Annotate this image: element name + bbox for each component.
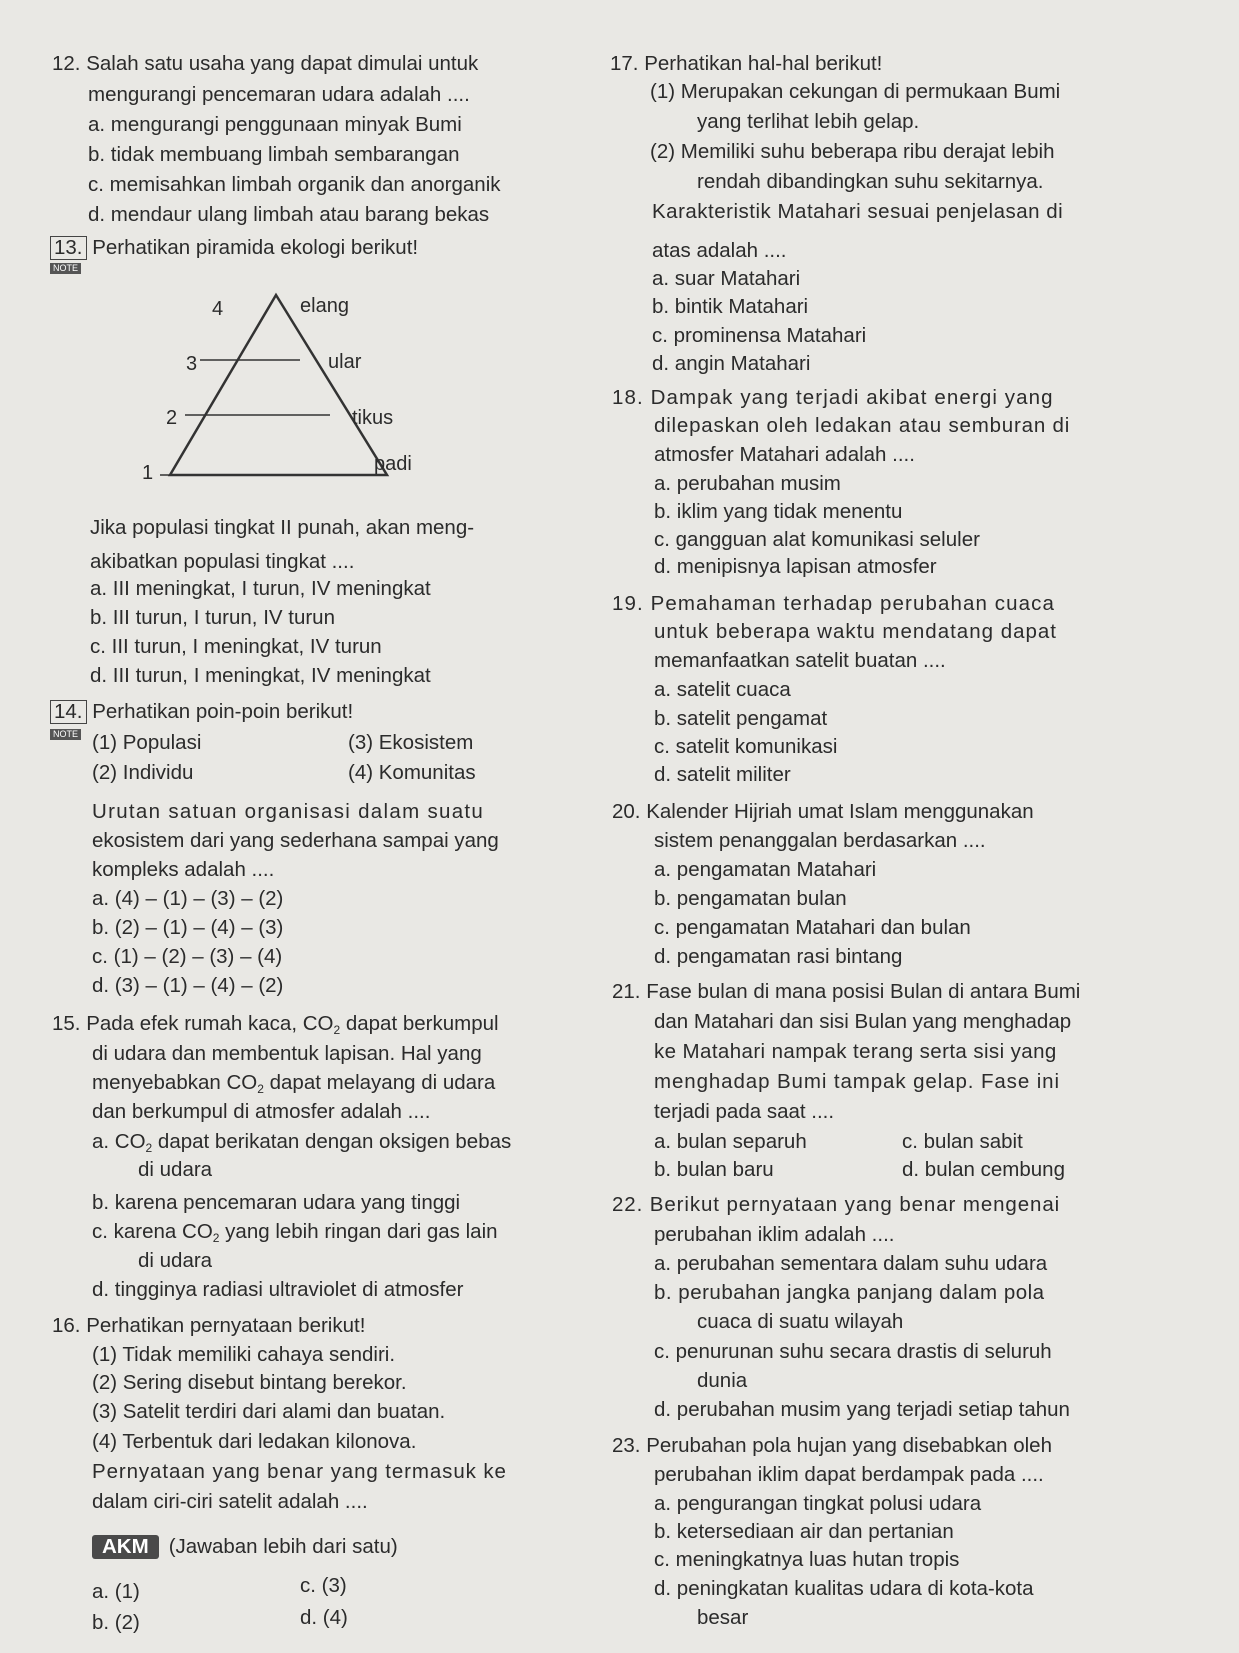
q13-text-line2: akibatkan populasi tingkat .... xyxy=(90,550,355,573)
q18-stem-line3: atmosfer Matahari adalah .... xyxy=(654,443,915,466)
q13-number-box: 13. xyxy=(50,236,87,260)
q12-option-b: b. tidak membuang limbah sembarangan xyxy=(88,143,460,166)
q22-stem-line1: 22. Berikut pernyataan yang benar mengenai xyxy=(612,1193,1061,1216)
q15-stem-line3: menyebabkan $CO_2$ dapat melayang di udara xyxy=(92,1071,496,1096)
q23-stem-line2: perubahan iklim dapat berdampak pada .... xyxy=(654,1463,1044,1486)
q14-notes-tag: NOTE xyxy=(50,729,81,740)
q16-item-3: (3) Satelit terdiri dari alami dan buatan. xyxy=(92,1400,446,1423)
q13-notes-tag: NOTE xyxy=(50,263,81,274)
q17-item-2: (2) Memiliki suhu beberapa ribu derajat lebih xyxy=(650,140,1055,163)
q14-option-b: b. (2) – (1) – (4) – (3) xyxy=(92,916,284,939)
q23-option-b: b. ketersediaan air dan pertanian xyxy=(654,1520,954,1543)
q16-option-a: a. (1) xyxy=(92,1580,140,1603)
q14-number-box: 14. xyxy=(50,700,87,724)
q16-item-2: (2) Sering disebut bintang berekor. xyxy=(92,1371,407,1394)
akm-note: (Jawaban lebih dari satu) xyxy=(168,1535,398,1558)
q16-option-d: d. (4) xyxy=(300,1606,348,1629)
q23-option-a: a. pengurangan tingkat polusi udara xyxy=(654,1492,982,1515)
q17-option-c: c. prominensa Matahari xyxy=(652,324,867,347)
q14-stem-text: Perhatikan poin-poin berikut! xyxy=(92,700,354,723)
q15-option-a: a. $CO_2$ dapat berikatan dengan oksigen bebas xyxy=(92,1130,512,1155)
q22-stem-line2: perubahan iklim adalah .... xyxy=(654,1223,895,1246)
q18-option-b: b. iklim yang tidak menentu xyxy=(654,500,903,523)
q16-option-c: c. (3) xyxy=(300,1574,347,1597)
pyramid-level-1: 1 xyxy=(142,462,154,484)
q21-option-d: d. bulan cembung xyxy=(902,1158,1065,1181)
q13-option-a: a. III meningkat, I turun, IV meningkat xyxy=(90,577,431,600)
q22-option-c: c. penurunan suhu secara drastis di seluruh xyxy=(654,1340,1052,1363)
q16-text-line2: dalam ciri-ciri satelit adalah .... xyxy=(92,1490,368,1513)
q21-stem-line4: menghadap Bumi tampak gelap. Fase ini xyxy=(654,1070,1060,1093)
q15-option-b: b. karena pencemaran udara yang tinggi xyxy=(92,1191,461,1214)
q15-stem-line1: 15. Pada efek rumah kaca, $CO_2$ dapat berkumpul xyxy=(52,1012,499,1037)
q16-text-line1: Pernyataan yang benar yang termasuk ke xyxy=(92,1460,507,1483)
q19-option-c: c. satelit komunikasi xyxy=(654,735,838,758)
pyramid-level-2: 2 xyxy=(166,407,178,429)
q12-stem-line2: mengurangi pencemaran udara adalah .... xyxy=(88,83,470,106)
q21-stem-line1: 21. Fase bulan di mana posisi Bulan di antara Bumi xyxy=(612,980,1081,1003)
q20-option-d: d. pengamatan rasi bintang xyxy=(654,945,903,968)
q15-stem-line4: dan berkumpul di atmosfer adalah .... xyxy=(92,1100,431,1123)
q16-option-b: b. (2) xyxy=(92,1611,140,1634)
q14-point-1: (1) Populasi xyxy=(92,731,202,754)
pyramid-level-3: 3 xyxy=(186,353,198,375)
q20-option-a: a. pengamatan Matahari xyxy=(654,858,877,881)
q22-option-a: a. perubahan sementara dalam suhu udara xyxy=(654,1252,1048,1275)
q17-item-2-cont: rendah dibandingkan suhu sekitarnya. xyxy=(697,170,1044,193)
q13-option-d: d. III turun, I meningkat, IV meningkat xyxy=(90,664,431,687)
q21-stem-line5: terjadi pada saat .... xyxy=(654,1100,835,1123)
q12-option-d: d. mendaur ulang limbah atau barang bekas xyxy=(88,203,490,226)
q14-option-d: d. (3) – (1) – (4) – (2) xyxy=(92,974,284,997)
q14-option-a: a. (4) – (1) – (3) – (2) xyxy=(92,887,284,910)
q21-option-b: b. bulan baru xyxy=(654,1158,774,1181)
q15-stem-line2: di udara dan membentuk lapisan. Hal yang xyxy=(92,1042,482,1065)
q16-stem: 16. Perhatikan pernyataan berikut! xyxy=(52,1314,366,1337)
q14-point-3: (3) Ekosistem xyxy=(348,731,474,754)
q17-item-1-cont: yang terlihat lebih gelap. xyxy=(697,110,920,133)
q16-item-1: (1) Tidak memiliki cahaya sendiri. xyxy=(92,1343,396,1366)
q18-stem-line1: 18. Dampak yang terjadi akibat energi yang xyxy=(612,386,1054,409)
q14-text-line3: kompleks adalah .... xyxy=(92,858,275,881)
q23-option-d-cont: besar xyxy=(697,1606,749,1629)
q22-option-b-cont: cuaca di suatu wilayah xyxy=(697,1310,904,1333)
q19-stem-line3: memanfaatkan satelit buatan .... xyxy=(654,649,946,672)
pyramid-label-elang: elang xyxy=(300,295,349,317)
q21-stem-line2: dan Matahari dan sisi Bulan yang menghadap xyxy=(654,1010,1072,1033)
q17-item-1: (1) Merupakan cekungan di permukaan Bumi xyxy=(650,80,1061,103)
q15-option-c: c. karena $CO_2$ yang lebih ringan dari gas lain xyxy=(92,1220,498,1245)
q22-option-d: d. perubahan musim yang terjadi setiap tahun xyxy=(654,1398,1070,1421)
pyramid-level-4: 4 xyxy=(212,298,224,320)
q21-stem-line3: ke Matahari nampak terang serta sisi yang xyxy=(654,1040,1057,1063)
q17-stem: 17. Perhatikan hal-hal berikut! xyxy=(610,52,883,75)
pyramid-label-ular: ular xyxy=(328,351,362,373)
ecology-pyramid xyxy=(150,290,410,490)
q12-option-c: c. memisahkan limbah organik dan anorganik xyxy=(88,173,501,196)
q18-stem-line2: dilepaskan oleh ledakan atau semburan di xyxy=(654,414,1071,437)
q23-option-c: c. meningkatnya luas hutan tropis xyxy=(654,1548,960,1571)
q23-stem-line1: 23. Perubahan pola hujan yang disebabkan oleh xyxy=(612,1434,1052,1457)
q18-option-a: a. perubahan musim xyxy=(654,472,841,495)
q17-text-line2: atas adalah .... xyxy=(652,239,787,262)
q21-option-a: a. bulan separuh xyxy=(654,1130,807,1153)
q19-option-d: d. satelit militer xyxy=(654,763,791,786)
q12-option-a: a. mengurangi penggunaan minyak Bumi xyxy=(88,113,462,136)
q18-option-d: d. menipisnya lapisan atmosfer xyxy=(654,555,937,578)
q15-option-c-cont: di udara xyxy=(138,1249,213,1272)
q20-option-b: b. pengamatan bulan xyxy=(654,887,847,910)
q19-option-b: b. satelit pengamat xyxy=(654,707,828,730)
q23-option-d: d. peningkatan kualitas udara di kota-kota xyxy=(654,1577,1034,1600)
q17-option-b: b. bintik Matahari xyxy=(652,295,809,318)
q13-text-line1: Jika populasi tingkat II punah, akan meng- xyxy=(90,516,475,539)
q17-option-d: d. angin Matahari xyxy=(652,352,811,375)
q20-stem-line2: sistem penanggalan berdasarkan .... xyxy=(654,829,986,852)
q13-stem-text: Perhatikan piramida ekologi berikut! xyxy=(92,236,419,259)
q22-option-c-cont: dunia xyxy=(697,1369,748,1392)
q22-option-b: b. perubahan jangka panjang dalam pola xyxy=(654,1281,1045,1304)
q16-akm-row xyxy=(92,1535,398,1559)
pyramid-label-padi: padi xyxy=(374,453,412,475)
q18-option-c: c. gangguan alat komunikasi seluler xyxy=(654,528,980,551)
q14-point-2: (2) Individu xyxy=(92,761,194,784)
q14-point-4: (4) Komunitas xyxy=(348,761,476,784)
q14-stem xyxy=(50,700,353,724)
q12-stem-line1: 12. Salah satu usaha yang dapat dimulai untuk xyxy=(52,52,479,75)
q14-text-line2: ekosistem dari yang sederhana sampai yang xyxy=(92,829,499,852)
akm-badge: AKM xyxy=(92,1535,159,1559)
q14-option-c: c. (1) – (2) – (3) – (4) xyxy=(92,945,283,968)
pyramid-label-tikus: tikus xyxy=(352,407,394,429)
q15-option-a-cont: di udara xyxy=(138,1158,213,1181)
q13-option-b: b. III turun, I turun, IV turun xyxy=(90,606,335,629)
q13-option-c: c. III turun, I meningkat, IV turun xyxy=(90,635,382,658)
q13-stem xyxy=(50,236,418,260)
q17-option-a: a. suar Matahari xyxy=(652,267,801,290)
q19-stem-line1: 19. Pemahaman terhadap perubahan cuaca xyxy=(612,592,1055,615)
q20-option-c: c. pengamatan Matahari dan bulan xyxy=(654,916,971,939)
q19-option-a: a. satelit cuaca xyxy=(654,678,791,701)
q17-text-line1: Karakteristik Matahari sesuai penjelasan di xyxy=(652,200,1064,223)
q15-option-d: d. tingginya radiasi ultraviolet di atmosfer xyxy=(92,1278,464,1301)
q20-stem-line1: 20. Kalender Hijriah umat Islam menggunakan xyxy=(612,800,1034,823)
q14-text-line1: Urutan satuan organisasi dalam suatu xyxy=(92,800,485,823)
q21-option-c: c. bulan sabit xyxy=(902,1130,1023,1153)
q16-item-4: (4) Terbentuk dari ledakan kilonova. xyxy=(92,1430,417,1453)
q19-stem-line2: untuk beberapa waktu mendatang dapat xyxy=(654,620,1057,643)
